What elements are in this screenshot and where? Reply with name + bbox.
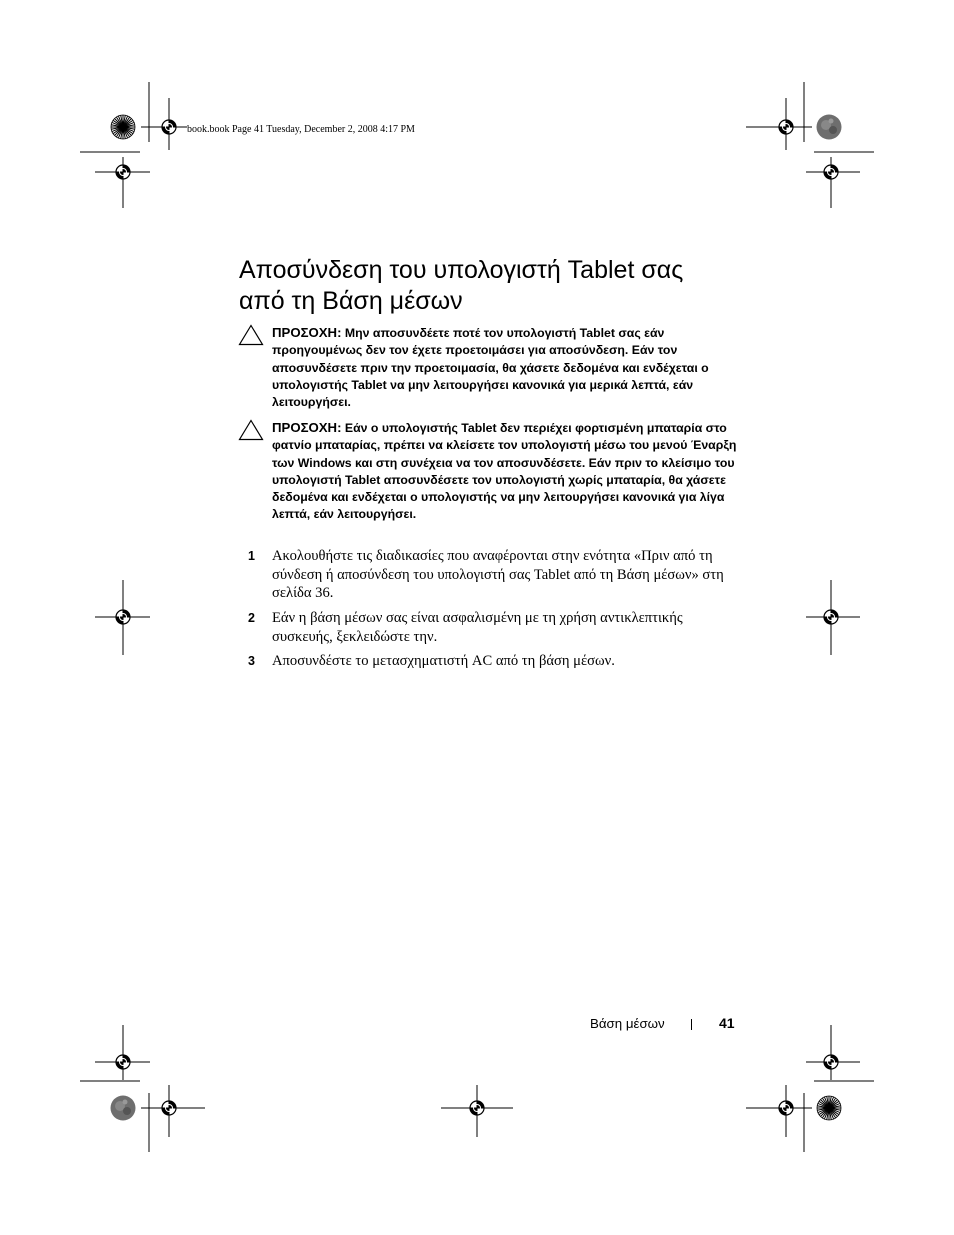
caution-text: Εάν ο υπολογιστής Tablet δεν περιέχει φορτισμένη μπαταρία στο φατνίο μπαταρίας, πρέπει να κλείσετε τον υπολογιστή μέσω του μενού Έναρξη των Windows και στη συνέχεια να τον αποσυνδέσετε. Εάν πριν το κλείσιμο του υπολογιστή Tablet αποσυνδέσετε τον υπολογιστή χωρίς μπαταρία, θα χάσετε δεδομένα και ενδέχεται ο υπολογιστής να μην λειτουργήσει κανονικά για λίγα λεπτά, εάν λειτουργήσει. [272,421,737,522]
caution-label: ΠΡΟΣΟΧΗ: [272,325,342,340]
step-text: Ακολουθήστε τις διαδικασίες που αναφέρονται στην ενότητα «Πριν από τη σύνδεση ή αποσύνδεση του υπολογιστή σας Tablet από τη Βάση μέσων» στη σελίδα 36. [272,548,724,601]
step-text: Αποσυνδέστε το μετασχηματιστή AC από τη βάση μέσων. [272,653,615,669]
footer-separator [691,1019,692,1030]
step-number: 3 [248,654,255,668]
caution-notice-1 [238,324,738,411]
page-number: 41 [719,1015,735,1031]
footer-section-name: Βάση μέσων [590,1016,665,1031]
caution-notice-2 [238,419,738,524]
step-number: 2 [248,611,255,625]
caution-text: Μην αποσυνδέετε ποτέ τον υπολογιστή Tablet σας εάν προηγουμένως δεν τον έχετε προετοιμάσει για αποσύνδεση. Εάν τον αποσυνδέσετε πριν την προετοιμασία, θα χάσετε δεδομένα και ενδέχεται ο υπολογιστής Tablet να μην λειτουργήσει κανονικά για μερικά λεπτά, εάν λειτουργήσει. [272,326,709,410]
step-item-2 [248,609,728,646]
caution-triangle-icon [238,419,264,441]
title-line-2: από τη Βάση μέσων [239,287,463,315]
page-title [239,255,759,317]
step-text: Εάν η βάση μέσων σας είναι ασφαλισμένη με τη χρήση αντικλεπτικής συσκευής, ξεκλειδώστε την. [272,610,683,645]
caution-label: ΠΡΟΣΟΧΗ: [272,420,342,435]
caution-triangle-icon [238,324,264,346]
step-item-3 [248,652,728,671]
title-line-1: Αποσύνδεση του υπολογιστή Tablet σας [239,256,684,284]
step-number: 1 [248,549,255,563]
step-item-1 [248,547,728,603]
print-header-note: book.book Page 41 Tuesday, December 2, 2008 4:17 PM [187,124,415,135]
